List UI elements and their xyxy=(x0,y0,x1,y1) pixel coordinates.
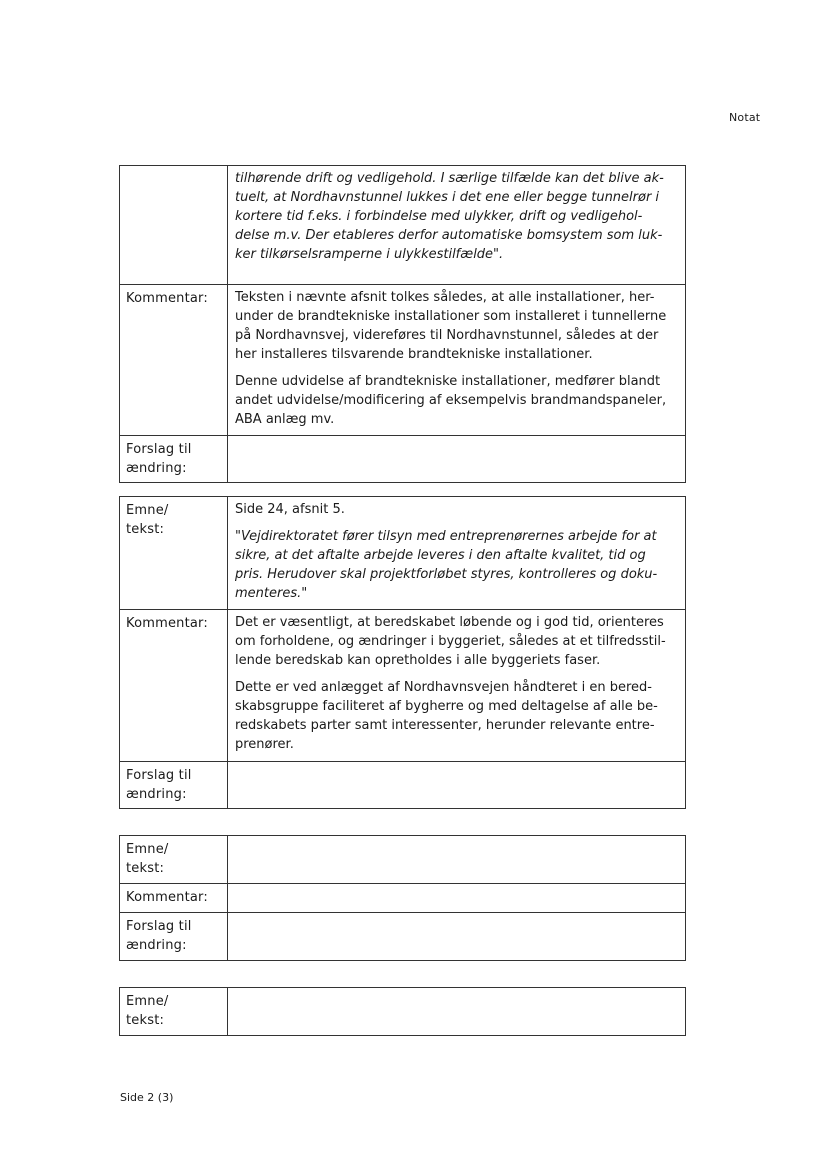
table-row xyxy=(120,836,686,884)
section-reference: Side 24, afsnit 5. xyxy=(235,502,345,517)
comment-table-1 xyxy=(119,165,686,483)
quoted-text: "Vejdirektoratet fører tilsyn med entreprenørernes arbejde for at sikre, at det aftalte arbejde leveres i den aftalte kvalitet, tid og pris. Herudover skal projektforløbet styres, kontrolleres og doku- menteres." xyxy=(235,529,658,601)
quoted-text-cell xyxy=(228,166,686,285)
comment-cell xyxy=(228,285,686,436)
row-label-forslag: Forslag til ændring: xyxy=(120,436,228,483)
row-label-emne: Emne/ tekst: xyxy=(120,836,228,884)
comment-paragraph: Dette er ved anlægget af Nordhavnsvejen håndteret i en bered- skabsgruppe faciliteret af bygherre og med deltagelse af alle be- redskabets parter samt interessenter, herunder relevante entre- prenører. xyxy=(235,680,658,752)
table-row xyxy=(120,285,686,436)
comment-cell[interactable] xyxy=(228,884,686,913)
page-number: Side 2 (3) xyxy=(120,1091,174,1104)
table-row xyxy=(120,762,686,809)
table-row xyxy=(120,436,686,483)
row-label-kommentar: Kommentar: xyxy=(120,884,228,913)
subject-cell[interactable] xyxy=(228,836,686,884)
table-row xyxy=(120,166,686,285)
table-row xyxy=(120,610,686,762)
row-label-emne: Emne/ tekst: xyxy=(120,497,228,610)
row-label-forslag: Forslag til ændring: xyxy=(120,913,228,961)
subject-cell xyxy=(228,497,686,610)
comment-table-4 xyxy=(119,987,686,1036)
comment-table-2 xyxy=(119,496,686,809)
document-type-label: Notat xyxy=(729,111,761,124)
suggestion-cell[interactable] xyxy=(228,913,686,961)
suggestion-cell[interactable] xyxy=(228,762,686,809)
comment-paragraph: Teksten i nævnte afsnit tolkes således, at alle installationer, her- under de brandtekniske installationer som installeret i tunnellerne på Nordhavnsvej, videreføres til Nordhavnstunnel, således at der her installeres tilsvarende brandtekniske installationer. xyxy=(235,290,667,362)
comment-paragraph: Det er væsentligt, at beredskabet løbende og i god tid, orienteres om forholdene, og ændringer i byggeriet, således at et tilfredsstil- lende beredskab kan opretholdes i alle byggeriets faser. xyxy=(235,615,666,668)
table-row xyxy=(120,913,686,961)
row-label-empty xyxy=(120,166,228,285)
table-row xyxy=(120,497,686,610)
comment-table-3 xyxy=(119,835,686,961)
table-row xyxy=(120,988,686,1036)
quoted-text-continued: tilhørende drift og vedligehold. I særlige tilfælde kan det blive ak- tuelt, at Nordhavnstunnel lukkes i det ene eller begge tunnelrør i kortere tid f.eks. i forbindelse med ulykker, drift og vedligehol- delse m.v. Der etableres derfor automatiske bomsystem som luk- ker tilkørselsramperne i ulykkestilfælde". xyxy=(235,171,664,262)
row-label-kommentar: Kommentar: xyxy=(120,285,228,436)
row-label-emne: Emne/ tekst: xyxy=(120,988,228,1036)
row-label-forslag: Forslag til ændring: xyxy=(120,762,228,809)
comment-cell xyxy=(228,610,686,762)
subject-cell[interactable] xyxy=(228,988,686,1036)
row-label-kommentar: Kommentar: xyxy=(120,610,228,762)
table-row xyxy=(120,884,686,913)
comment-paragraph: Denne udvidelse af brandtekniske installationer, medfører blandt andet udvidelse/modificering af eksempelvis brandmandspaneler, ABA anlæg mv. xyxy=(235,374,667,427)
suggestion-cell[interactable] xyxy=(228,436,686,483)
